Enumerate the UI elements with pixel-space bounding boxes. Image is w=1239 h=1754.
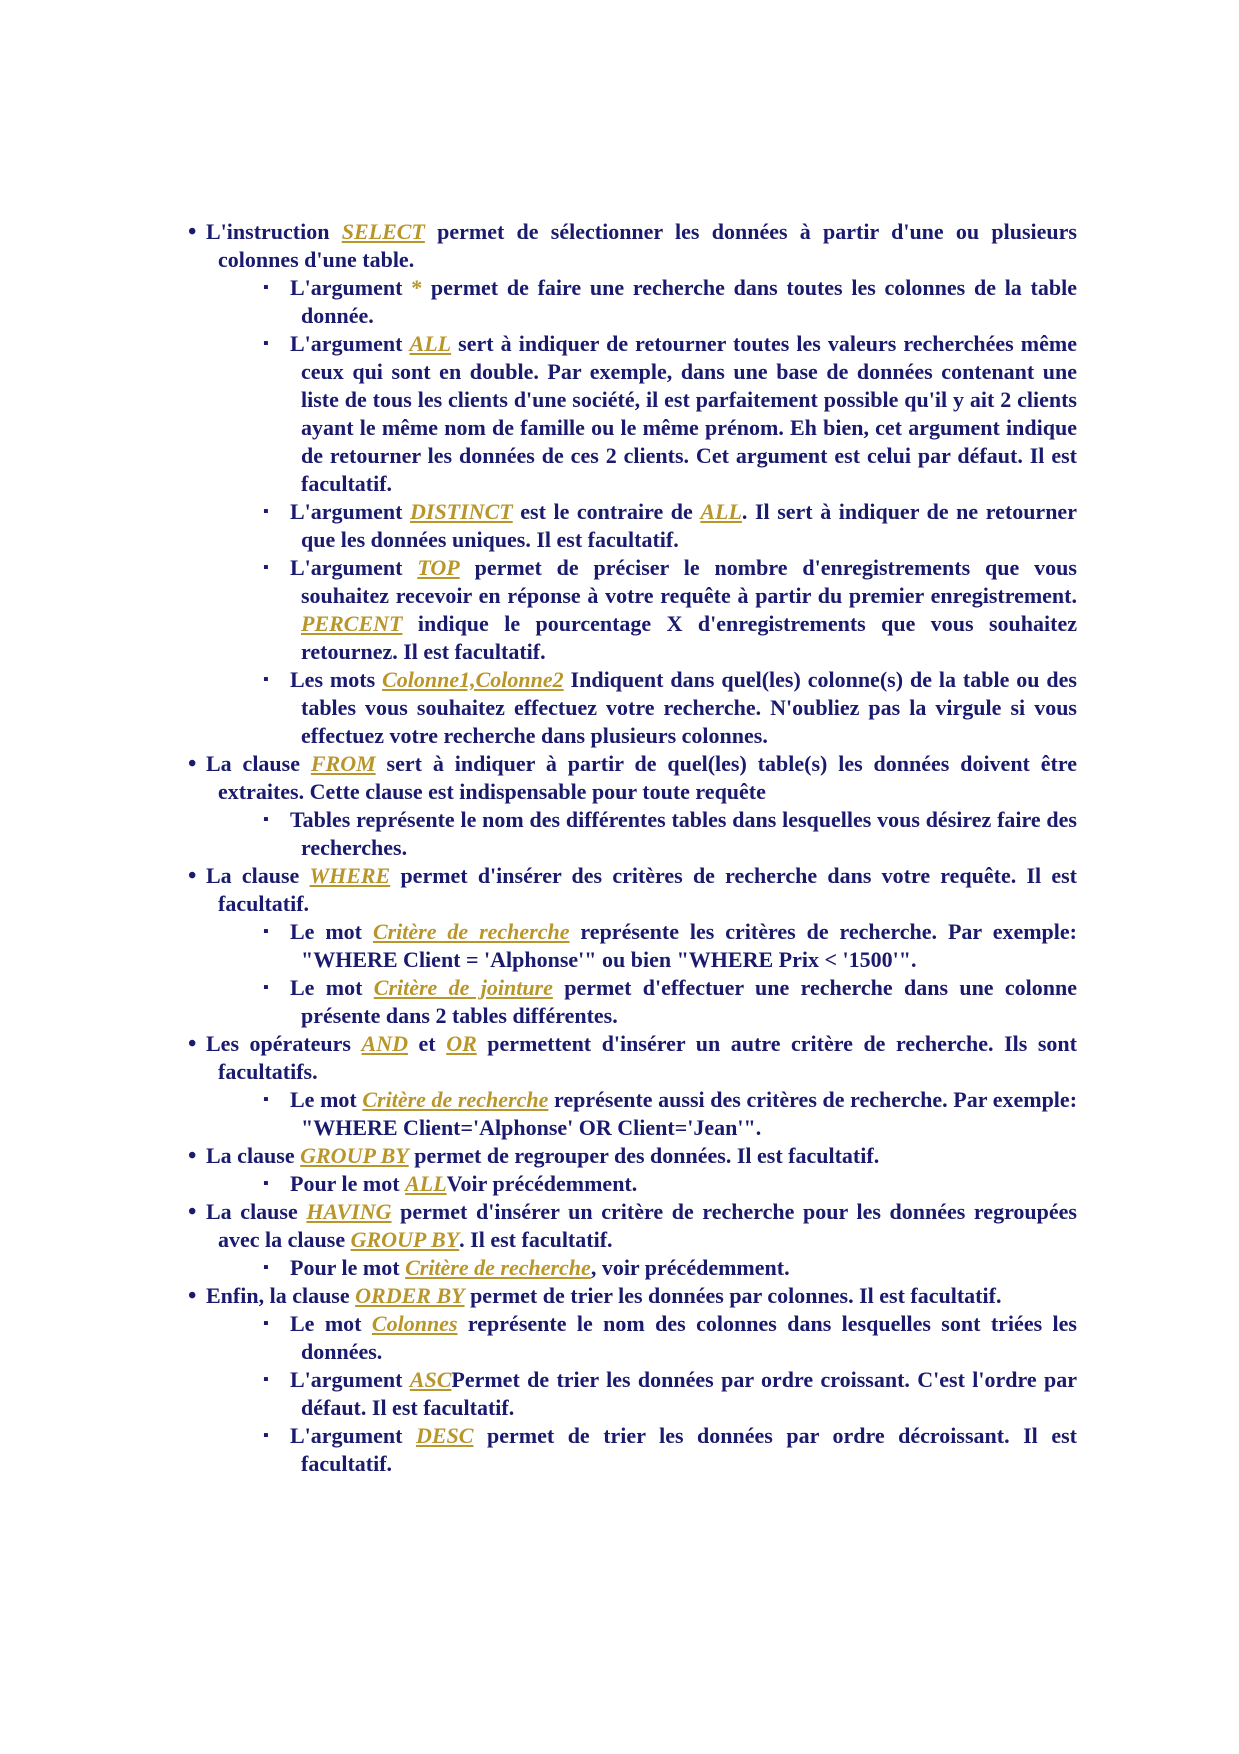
sub-list-item bbox=[190, 554, 1077, 666]
square-bullet-icon: ▪ bbox=[263, 1427, 269, 1444]
sub-list-item bbox=[190, 1422, 1077, 1478]
keyword-link[interactable]: ASC bbox=[409, 1367, 452, 1392]
text-run: . Il sert à indiquer de ne retourner que les données uniques. Il est facultatif. bbox=[301, 499, 1077, 552]
text-run: Indiquent dans quel(les) colonne(s) de la table ou des tables vous souhaitez effectuez votre recherche. N'oubliez pas la virgule si vous effectuez votre recherche dans plusieurs colonnes. bbox=[301, 667, 1077, 748]
text-run: Permet de trier les données par ordre croissant. C'est l'ordre par défaut. Il est facultatif. bbox=[301, 1367, 1077, 1420]
keyword-link[interactable]: Critère de recherche bbox=[372, 919, 570, 944]
keyword-link[interactable]: TOP bbox=[417, 555, 460, 580]
text-run: représente le nom des colonnes dans lesquelles sont triées les données. bbox=[301, 1311, 1077, 1364]
text-run: La clause bbox=[206, 1199, 307, 1224]
square-bullet-icon: ▪ bbox=[263, 671, 269, 688]
sub-list-item bbox=[190, 974, 1077, 1030]
list-item bbox=[190, 1030, 1077, 1086]
sub-list-item bbox=[190, 1170, 1077, 1198]
text-run: permet de sélectionner les données à partir d'une ou plusieurs colonnes d'une table. bbox=[218, 219, 1077, 272]
text-run: Le mot bbox=[290, 1311, 372, 1336]
text-run: sert à indiquer de retourner toutes les valeurs recherchées même ceux qui sont en double. Par exemple, dans une base de données contenant une liste de tous les clients d'une société, il est parfaitement possible qu'il y ait 2 clients ayant le même nom de famille ou le même prénom. Eh bien, cet argument indique de retourner les données de ces 2 clients. Cet argument est celui par défaut. Il est facultatif. bbox=[301, 331, 1077, 496]
text-run: Pour le mot bbox=[290, 1171, 406, 1196]
text-run: L'argument bbox=[290, 1367, 410, 1392]
text-run: L'argument bbox=[290, 275, 412, 300]
keyword-link[interactable]: ALL bbox=[409, 331, 452, 356]
text-run: , voir précédemment. bbox=[590, 1255, 790, 1280]
text-run: permet de préciser le nombre d'enregistrements que vous souhaitez recevoir en réponse à votre requête à partir du premier enregistrement. bbox=[301, 555, 1077, 608]
text-run: représente les critères de recherche. Par exemple: "WHERE Client = 'Alphonse'" ou bien "WHERE Prix < '1500'". bbox=[301, 919, 1077, 972]
text-run: Tables représente le nom des différentes tables dans lesquelles vous désirez faire des recherches. bbox=[290, 807, 1077, 860]
sub-list-item bbox=[190, 1366, 1077, 1422]
keyword-link[interactable]: Colonne1,Colonne2 bbox=[382, 667, 564, 692]
text-run: permet d'insérer des critères de recherche dans votre requête. Il est facultatif. bbox=[218, 863, 1077, 916]
keyword-link[interactable]: Colonnes bbox=[371, 1311, 458, 1336]
text-run: permet d'insérer un critère de recherche pour les données regroupées avec la clause bbox=[218, 1199, 1077, 1252]
square-bullet-icon: ▪ bbox=[263, 1091, 269, 1108]
sub-list-item bbox=[190, 274, 1077, 330]
text-run: Le mot bbox=[290, 1087, 363, 1112]
keyword-link[interactable]: GROUP BY bbox=[300, 1143, 409, 1168]
sub-list-item bbox=[190, 330, 1077, 498]
keyword-link[interactable]: HAVING bbox=[306, 1199, 392, 1224]
square-bullet-icon: ▪ bbox=[263, 503, 269, 520]
list-item bbox=[190, 750, 1077, 806]
text-run: L'argument bbox=[290, 499, 410, 524]
keyword-link[interactable]: GROUP BY bbox=[350, 1227, 460, 1252]
text-run: Le mot bbox=[290, 975, 374, 1000]
bullet-icon: • bbox=[188, 1031, 197, 1057]
text-run: permettent d'insérer un autre critère de recherche. Ils sont facultatifs. bbox=[218, 1031, 1077, 1084]
square-bullet-icon: ▪ bbox=[263, 811, 269, 828]
text-run: La clause bbox=[206, 751, 311, 776]
square-bullet-icon: ▪ bbox=[263, 1175, 269, 1192]
keyword-link[interactable]: ALL bbox=[405, 1171, 447, 1196]
text-run: permet de trier les données par ordre décroissant. Il est facultatif. bbox=[301, 1423, 1077, 1476]
square-bullet-icon: ▪ bbox=[263, 1259, 269, 1276]
text-run: L'argument bbox=[290, 555, 418, 580]
keyword-link[interactable]: ALL bbox=[700, 499, 742, 524]
sub-list-item bbox=[190, 1086, 1077, 1142]
list-item bbox=[190, 1198, 1077, 1254]
keyword-link[interactable]: AND bbox=[361, 1031, 408, 1056]
bullet-icon: • bbox=[188, 1143, 197, 1169]
text-run: Les mots bbox=[290, 667, 383, 692]
bullet-icon: • bbox=[188, 1199, 197, 1225]
list-item bbox=[190, 1282, 1077, 1310]
text-run: La clause bbox=[206, 1143, 301, 1168]
text-run: représente aussi des critères de recherche. Par exemple: "WHERE Client='Alphonse' OR Client='Jean'". bbox=[301, 1087, 1078, 1140]
keyword-asterisk: * bbox=[411, 275, 423, 300]
list-item bbox=[190, 1142, 1077, 1170]
text-run: Le mot bbox=[290, 919, 373, 944]
sub-list-item bbox=[190, 666, 1077, 750]
text-run: L'argument bbox=[290, 331, 410, 356]
square-bullet-icon: ▪ bbox=[263, 923, 269, 940]
keyword-link[interactable]: DISTINCT bbox=[410, 499, 513, 524]
text-run: Enfin, la clause bbox=[206, 1283, 356, 1308]
text-run: L'instruction bbox=[206, 219, 342, 244]
sub-list-item bbox=[190, 498, 1077, 554]
text-run: est le contraire de bbox=[512, 499, 701, 524]
keyword-link[interactable]: PERCENT bbox=[301, 611, 403, 636]
text-run: sert à indiquer à partir de quel(les) table(s) les données doivent être extraites. Cette clause est indispensable pour toute requête bbox=[218, 751, 1077, 804]
keyword-link[interactable]: Critère de recherche bbox=[405, 1255, 591, 1280]
square-bullet-icon: ▪ bbox=[263, 335, 269, 352]
bullet-icon: • bbox=[188, 751, 197, 777]
bullet-icon: • bbox=[188, 219, 197, 245]
keyword-link[interactable]: DESC bbox=[415, 1423, 474, 1448]
text-run: permet de regrouper des données. Il est facultatif. bbox=[408, 1143, 880, 1168]
text-run: . Il est facultatif. bbox=[459, 1227, 613, 1252]
keyword-link[interactable]: SELECT bbox=[341, 219, 425, 244]
square-bullet-icon: ▪ bbox=[263, 1315, 269, 1332]
text-run: Pour le mot bbox=[290, 1255, 406, 1280]
text-run: La clause bbox=[206, 863, 310, 888]
sub-list-item bbox=[190, 1254, 1077, 1282]
text-run: permet d'effectuer une recherche dans une colonne présente dans 2 tables différentes. bbox=[301, 975, 1078, 1028]
list-item bbox=[190, 862, 1077, 918]
text-run: et bbox=[407, 1031, 447, 1056]
text-run: Voir précédemment. bbox=[446, 1171, 638, 1196]
keyword-link[interactable]: ORDER BY bbox=[355, 1283, 465, 1308]
text-run: permet de trier les données par colonnes. Il est facultatif. bbox=[464, 1283, 1002, 1308]
list-item bbox=[190, 218, 1077, 274]
sub-list-item bbox=[190, 1310, 1077, 1366]
bullet-icon: • bbox=[188, 863, 197, 889]
keyword-link[interactable]: Critère de jointure bbox=[373, 975, 553, 1000]
sub-list-item bbox=[190, 918, 1077, 974]
keyword-link[interactable]: OR bbox=[446, 1031, 477, 1056]
square-bullet-icon: ▪ bbox=[263, 559, 269, 576]
keyword-link[interactable]: WHERE bbox=[309, 863, 391, 888]
square-bullet-icon: ▪ bbox=[263, 979, 269, 996]
keyword-link[interactable]: Critère de recherche bbox=[362, 1087, 549, 1112]
bullet-icon: • bbox=[188, 1283, 197, 1309]
sql-select-syntax-list bbox=[190, 218, 1077, 1478]
text-run: permet de faire une recherche dans toutes les colonnes de la table donnée. bbox=[301, 275, 1077, 328]
square-bullet-icon: ▪ bbox=[263, 1371, 269, 1388]
keyword-link[interactable]: FROM bbox=[310, 751, 376, 776]
sub-list-item bbox=[190, 806, 1077, 862]
text-run: L'argument bbox=[290, 1423, 416, 1448]
text-run: Les opérateurs bbox=[206, 1031, 362, 1056]
square-bullet-icon: ▪ bbox=[263, 279, 269, 296]
text-run: indique le pourcentage X d'enregistrements que vous souhaitez retournez. Il est facultatif. bbox=[301, 611, 1077, 664]
